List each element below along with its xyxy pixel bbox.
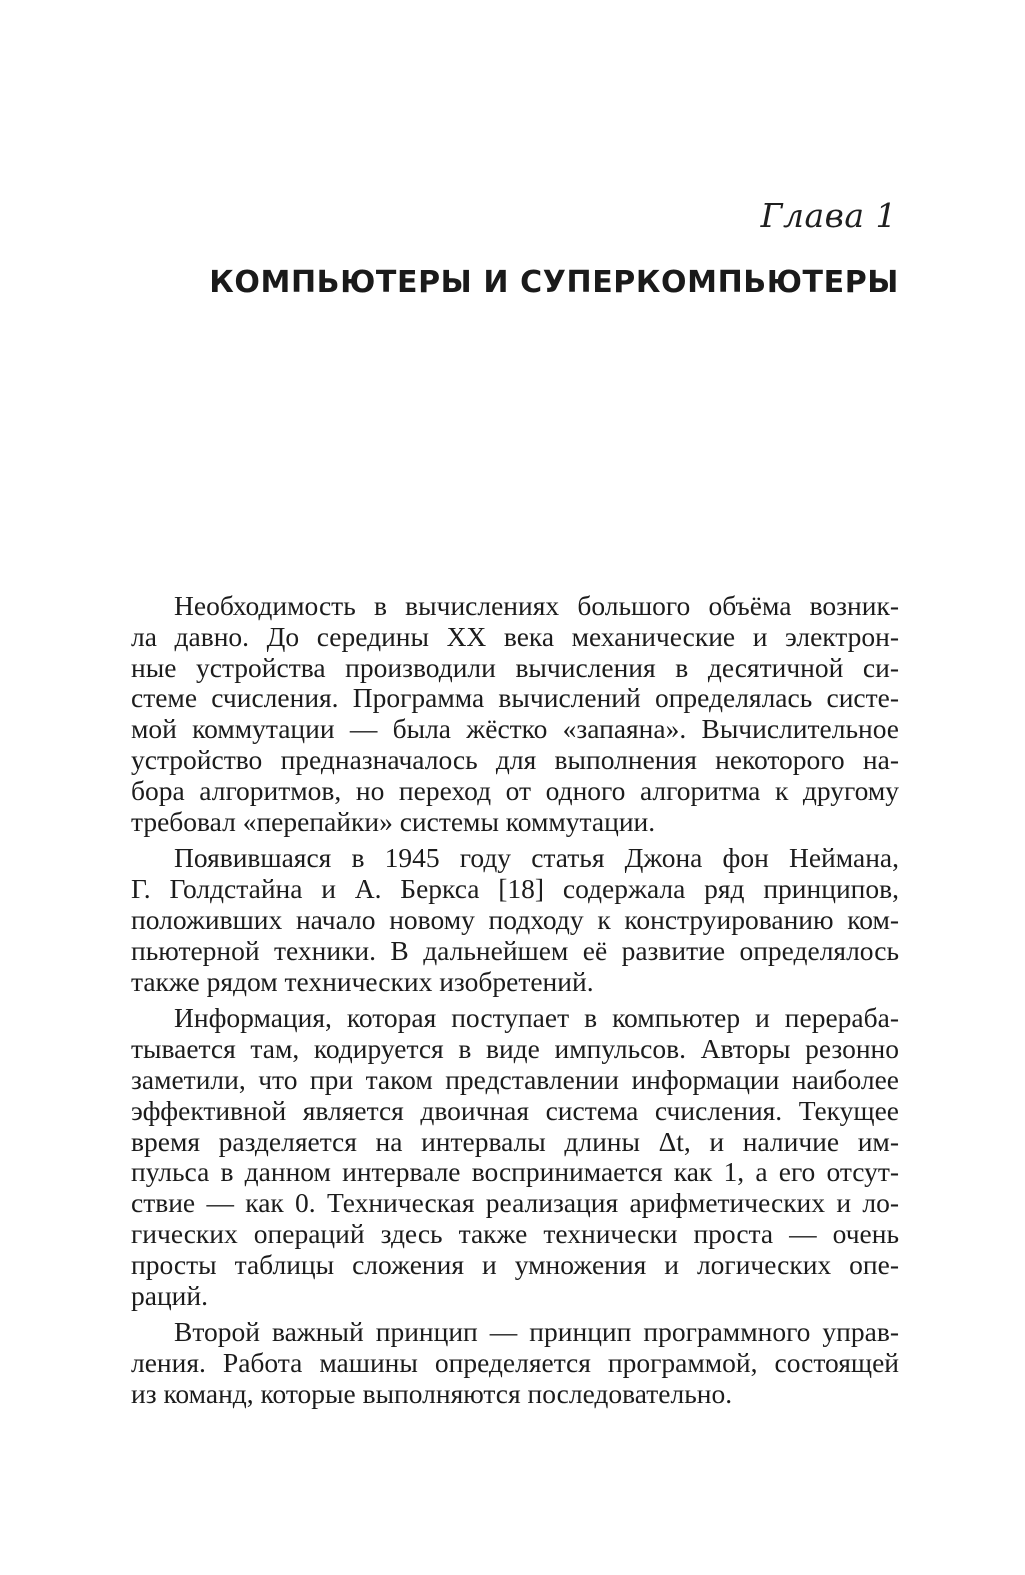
text-line: ствие — как 0. Техническая реализация арифметических и ло-: [131, 1187, 899, 1219]
text-line: стеме счисления. Программа вычислений определялась систе-: [131, 682, 899, 714]
text-line: просты таблицы сложения и умножения и логических опе-: [131, 1248, 899, 1280]
chapter-title: КОМПЬЮТЕРЫ И СУПЕРКОМПЬЮТЕРЫ: [209, 265, 899, 300]
text-line: бора алгоритмов, но переход от одного алгоритма к другому: [131, 774, 899, 806]
text-line: заметили, что при таком представлении информации наиболее: [131, 1063, 899, 1095]
text-line: ления. Работа машины определяется программой, состоящей: [131, 1347, 899, 1379]
text-line: пульса в данном интервале воспринимается как 1, а его отсут-: [131, 1156, 899, 1188]
text-line: положивших начало новому подходу к конструированию ком-: [131, 903, 899, 935]
text-line: пьютерной техники. В дальнейшем её развитие определялось: [131, 934, 899, 966]
body-text: [131, 591, 899, 1416]
text-line: Информация, которая поступает в компьютер и перераба-: [174, 1002, 899, 1034]
text-line: также рядом технических изобретений.: [131, 965, 594, 997]
paragraph-1: [131, 591, 899, 837]
text-line: раций.: [131, 1279, 208, 1311]
text-line: эффективной является двоичная система счисления. Текущее: [131, 1094, 899, 1126]
text-line: из команд, которые выполняются последовательно.: [131, 1377, 733, 1409]
paragraph-3: [131, 1003, 899, 1311]
text-line: ные устройства производили вычисления в десятичной си-: [131, 651, 899, 683]
paragraph-2: [131, 843, 899, 997]
text-line: Г. Голдстайна и А. Беркса [18] содержала ряд принципов,: [131, 873, 899, 905]
text-line: Второй важный принцип — принцип программного управ-: [174, 1316, 899, 1348]
text-line: тывается там, кодируется в виде импульсов. Авторы резонно: [131, 1033, 899, 1065]
text-line: Появившаяся в 1945 году статья Джона фон Неймана,: [174, 842, 899, 874]
text-line: гических операций здесь также технически проста — очень: [131, 1217, 899, 1249]
text-line: время разделяется на интервалы длины Δt, и наличие им-: [131, 1125, 899, 1157]
paragraph-4: [131, 1317, 899, 1409]
chapter-label: Глава 1: [760, 196, 897, 235]
text-line: требовал «перепайки» системы коммутации.: [131, 805, 656, 837]
text-line: мой коммутации — была жёстко «запаяна». Вычислительное: [131, 713, 899, 745]
text-line: Необходимость в вычислениях большого объёма возник-: [174, 590, 899, 621]
text-line: устройство предназначалось для выполнения некоторого на-: [131, 743, 899, 775]
text-line: ла давно. До середины XX века механические и электрон-: [131, 620, 899, 652]
